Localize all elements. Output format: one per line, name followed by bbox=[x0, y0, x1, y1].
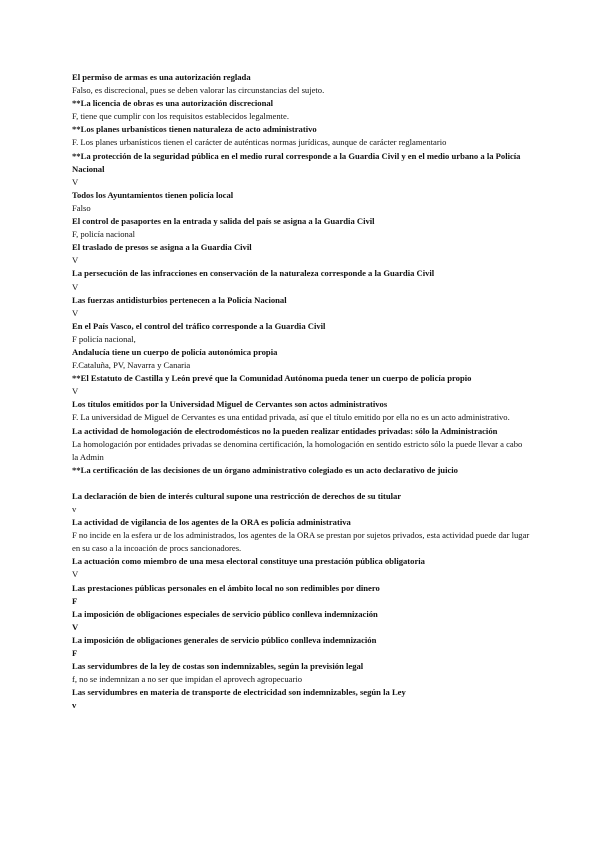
answer-line: F. Los planes urbanísticos tienen el carácter de auténticas normas jurídicas, aunque de carácter reglamentario bbox=[72, 137, 447, 148]
question-line: F bbox=[72, 648, 78, 659]
question-line: La actuación como miembro de una mesa electoral constituye una prestación pública obligatoria bbox=[72, 556, 425, 567]
answer-line: Falso bbox=[72, 202, 91, 213]
question-line: Todos los Ayuntamientos tienen policía local bbox=[72, 189, 234, 200]
question-line: Las servidumbres de la ley de costas son indemnizables, según la previsión legal bbox=[72, 661, 364, 672]
question-line: F bbox=[72, 595, 78, 606]
question-line: v bbox=[72, 700, 77, 711]
answer-line: F. La universidad de Miguel de Cervantes es una entidad privada, así que el título emitido por ella no es un acto administrativo. bbox=[72, 412, 510, 423]
question-line: La imposición de obligaciones especiales de servicio público conlleva indemnización bbox=[72, 608, 378, 619]
question-line: Los títulos emitidos por la Universidad Miguel de Cervantes son actos administrativos bbox=[72, 399, 388, 410]
question-line: El permiso de armas es una autorización reglada bbox=[72, 72, 251, 82]
question-line: Andalucía tiene un cuerpo de policía autonómica propia bbox=[72, 346, 278, 357]
question-line: La actividad de vigilancia de los agentes de la ORA es policía administrativa bbox=[72, 517, 351, 528]
answer-line: V bbox=[72, 255, 79, 266]
answer-line: F policía nacional, bbox=[72, 333, 136, 344]
answer-line: La homologación por entidades privadas se denomina certificación, la homologación en sentido estricto sólo la puede llevar a cabo la Admin bbox=[72, 438, 523, 462]
page-content bbox=[72, 71, 530, 713]
answer-line: f, no se indemnizan a no ser que impidan el aprovech agropecuario bbox=[72, 674, 303, 685]
question-line: **La protección de la seguridad pública en el medio rural corresponde a la Guardia Civil y en el medio urbano a la Policía Nacional bbox=[72, 150, 521, 174]
answer-line: v bbox=[72, 504, 77, 514]
blank-line bbox=[72, 477, 530, 490]
question-line: **La licencia de obras es una autorización discrecional bbox=[72, 98, 274, 109]
question-line: La imposición de obligaciones generales de servicio público conlleva indemnización bbox=[72, 634, 377, 645]
question-line: **La certificación de las decisiones de un órgano administrativo colegiado es un acto declarativo de juicio bbox=[72, 464, 458, 475]
answer-line: Falso, es discrecional, pues se deben valorar las circunstancias del sujeto. bbox=[72, 85, 325, 96]
answer-line: F no incide en la esfera ur de los administrados, los agentes de la ORA se prestan por sujetos privados, esta actividad puede dar lugar en su caso a la incoación de procs sancionadores. bbox=[72, 530, 530, 554]
answer-line: V bbox=[72, 569, 79, 580]
question-line: La persecución de las infracciones en conservación de la naturaleza corresponde a la Guardia Civil bbox=[72, 268, 435, 279]
answer-line: V bbox=[72, 281, 79, 292]
answer-line: F.Cataluña, PV, Navarra y Canaria bbox=[72, 360, 191, 371]
question-line: Las prestaciones públicas personales en el ámbito local no son redimibles por dinero bbox=[72, 582, 380, 593]
question-line: La declaración de bien de interés cultural supone una restricción de derechos de su titular bbox=[72, 490, 402, 501]
question-line: El control de pasaportes en la entrada y salida del país se asigna a la Guardia Civil bbox=[72, 216, 375, 227]
question-line: V bbox=[72, 621, 79, 632]
question-line: Las servidumbres en materia de transporte de electricidad son indemnizables, según la Ley bbox=[72, 687, 406, 698]
answer-line: V bbox=[72, 176, 79, 187]
question-line: Las fuerzas antidisturbios pertenecen a la Policía Nacional bbox=[72, 294, 287, 305]
question-line: El traslado de presos se asigna a la Guardia Civil bbox=[72, 242, 252, 253]
question-line: La actividad de homologación de electrodomésticos no la pueden realizar entidades privadas: sólo la Administración bbox=[72, 425, 498, 436]
answer-line: V bbox=[72, 386, 79, 397]
question-line: En el País Vasco, el control del tráfico corresponde a la Guardia Civil bbox=[72, 320, 326, 331]
answer-line: F, tiene que cumplir con los requisitos establecidos legalmente. bbox=[72, 111, 289, 122]
answer-line: V bbox=[72, 307, 79, 318]
question-line: **Los planes urbanísticos tienen naturaleza de acto administrativo bbox=[72, 124, 317, 135]
question-line: **El Estatuto de Castilla y León prevé que la Comunidad Autónoma pueda tener un cuerpo de policía propio bbox=[72, 373, 472, 384]
answer-line: F, policía nacional bbox=[72, 229, 136, 240]
